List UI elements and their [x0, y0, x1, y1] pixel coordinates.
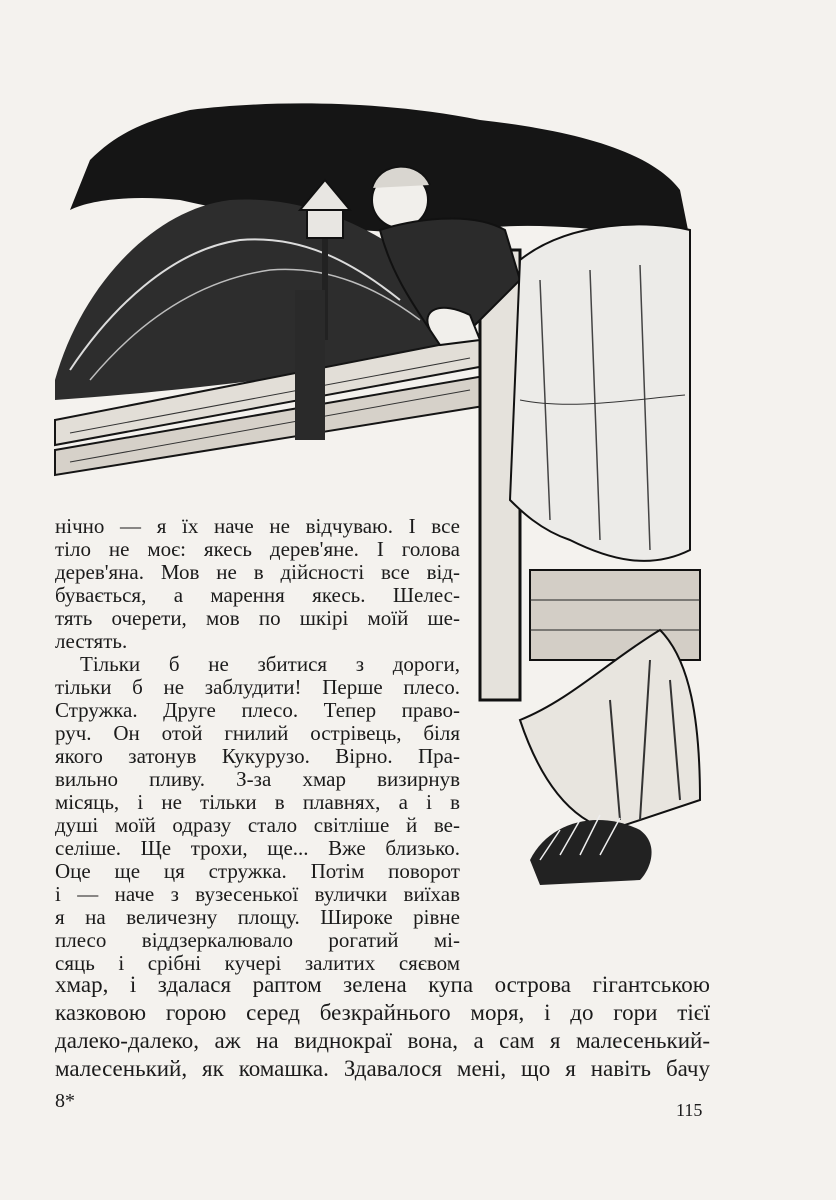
page-number: 115	[676, 1100, 703, 1120]
text-line-20: сяць і срібні кучері залитих сяєвом	[55, 952, 460, 975]
signature-mark: 8*	[55, 1090, 75, 1112]
text-line-14: душі моїй одразу стало світліше й ве-	[55, 814, 460, 837]
text-line-23: далеко-далеко, аж на виднокраї вона, а сам я малесенький-	[55, 1028, 710, 1053]
text-line-4: бувається, а марення якесь. Шелес-	[55, 584, 460, 607]
text-line-8: тільки б не заблудити! Перше плесо.	[55, 676, 460, 699]
text-line-9: Стружка. Друге плесо. Тепер право-	[55, 699, 460, 722]
text-line-24: малесенький, як комашка. Здавалося мені, що я навіть бачу	[55, 1056, 710, 1081]
text-line-19: плесо віддзеркалювало рогатий мі-	[55, 929, 460, 952]
text-line-1: нічно — я їх наче не відчуваю. І все	[55, 515, 460, 538]
text-line-10: руч. Он отой гнилий острівець, біля	[55, 722, 460, 745]
text-line-21: хмар, і здалася раптом зелена купа острова гігантською	[55, 972, 710, 997]
text-line-15: селіше. Ще трохи, ще... Вже близько.	[55, 837, 460, 860]
text-line-12: вильно пливу. З-за хмар визирнув	[55, 768, 460, 791]
text-line-3: дерев'яна. Мов не в дійсності все від-	[55, 561, 460, 584]
text-line-2: тіло не моє: якесь дерев'яне. І голова	[55, 538, 460, 561]
text-line-17: і — наче з вузесенької вулички виїхав	[55, 883, 460, 906]
text-line-22: казковою горою серед безкрайнього моря, і до гори тієї	[55, 1000, 710, 1025]
text-line-18: я на величезну площу. Широке рівне	[55, 906, 460, 929]
text-line-13: місяць, і не тільки в плавнях, а і в	[55, 791, 460, 814]
text-line-6: лестять.	[55, 630, 128, 653]
text-line-7: Тільки б не збитися з дороги,	[80, 653, 460, 676]
text-line-11: якого затонув Кукурузо. Вірно. Пра-	[55, 745, 460, 768]
text-line-16: Оце ще ця стружка. Потім поворот	[55, 860, 460, 883]
text-line-5: тять очерети, мов по шкірі моїй ше-	[55, 607, 460, 630]
